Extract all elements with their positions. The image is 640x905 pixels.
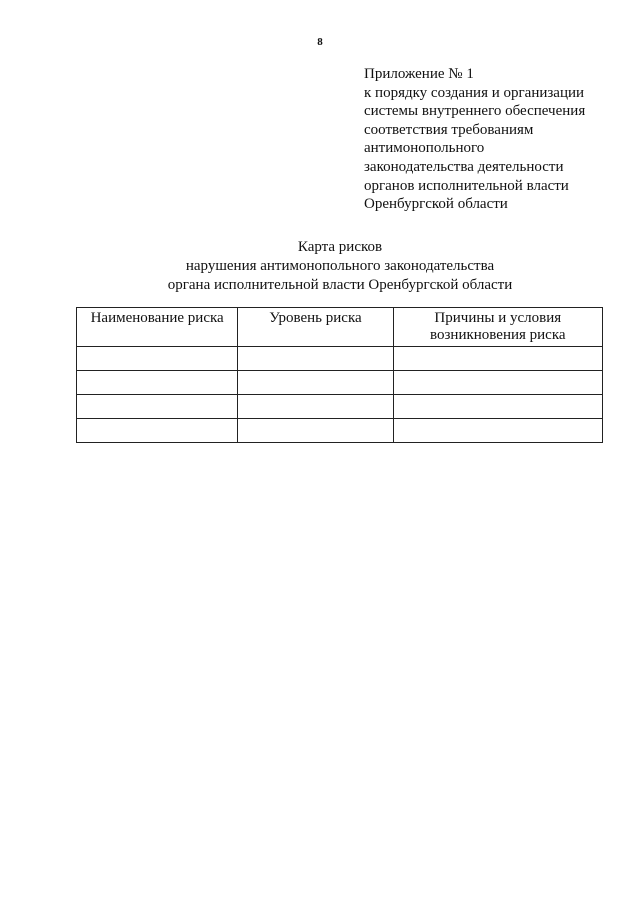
table-cell [238,395,393,419]
appendix-line: Приложение № 1 [364,66,474,82]
table-row [77,347,603,371]
appendix-line: системы внутреннего обеспечения [364,103,586,120]
appendix-line: к порядку создания и организации [364,84,585,101]
table-cell [393,347,602,371]
table-cell [238,419,393,443]
table-cell [77,419,238,443]
table-cell [393,395,602,419]
header-risk-causes: Причины и условия возникновения риска [393,308,602,347]
table-row [77,419,603,443]
table-cell [238,371,393,395]
table-row [77,371,603,395]
table-cell [77,371,238,395]
table-cell [238,347,393,371]
table-row [77,395,603,419]
table-cell [393,419,602,443]
header-risk-name: Наименование риска [77,308,238,347]
appendix-line: законодательства деятельности [364,158,564,175]
appendix-line: соответствия требованиям [364,121,534,138]
risk-table [76,307,603,443]
table-cell [393,371,602,395]
table-header-row [77,308,603,347]
header-risk-level: Уровень риска [238,308,393,347]
title-line: нарушения антимонопольного законодательства [185,258,495,274]
appendix-line: органов исполнительной власти [364,177,569,194]
appendix-line: Оренбургской области [364,196,508,213]
title-line: Карта рисков [297,239,383,255]
table-cell [77,395,238,419]
document-title [0,238,640,295]
appendix-line: антимонопольного [364,140,485,157]
title-line: органа исполнительной власти Оренбургской области [167,277,513,293]
page-number: 8 [317,36,323,48]
appendix-block [364,65,634,214]
table-cell [77,347,238,371]
